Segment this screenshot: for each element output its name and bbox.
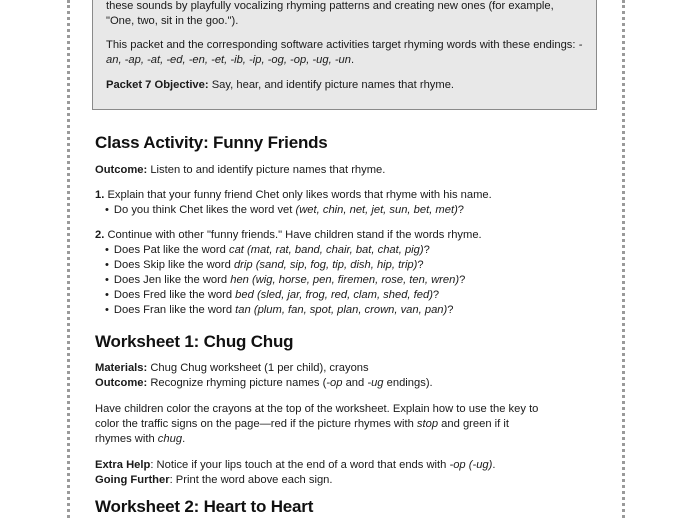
outcome-and: and bbox=[342, 377, 368, 389]
bullet-end: ? bbox=[417, 259, 424, 271]
bullet-word: drip bbox=[233, 259, 253, 271]
worksheet-1-tips bbox=[95, 458, 600, 488]
class-activity-section bbox=[95, 163, 600, 178]
bullet-end: ? bbox=[459, 274, 466, 286]
bullet-list: (sled, jar, frog, red, clam, shed, fed) bbox=[253, 289, 433, 301]
outcome-label: Outcome: bbox=[95, 377, 148, 389]
bullet-end: ? bbox=[447, 304, 454, 316]
bullet-end: ? bbox=[432, 289, 440, 301]
bullet-lead: Do you think Chet likes the word vet bbox=[113, 204, 296, 216]
class-activity-heading: Class Activity: Funny Friends bbox=[95, 133, 328, 152]
bullet-words: (wet, chin, net, jet, sun, bet, met) bbox=[295, 204, 458, 216]
bullet-end: ? bbox=[457, 204, 465, 216]
objective-text: Say, hear, and identify picture names that rhyme. bbox=[208, 79, 455, 91]
step-2-number: 2. bbox=[95, 229, 105, 241]
bullet-lead: Does Jen like the word bbox=[113, 274, 231, 286]
extra-help-end: . bbox=[492, 459, 496, 471]
bullet-lead: Does Fred like the word bbox=[113, 289, 236, 301]
intro-endings: -an, -ap, -at, -ed, -en, -et, -ib, -ip, -og, -op, -ug, -un bbox=[106, 39, 583, 66]
instructions-line-2 bbox=[95, 417, 600, 432]
extra-help-text: : Notice if your lips touch at the end of a word that ends with bbox=[150, 459, 450, 471]
extra-help-endings: -op (-ug) bbox=[449, 459, 493, 471]
going-further-label: Going Further bbox=[95, 474, 170, 486]
intro-paragraph-2 bbox=[106, 38, 584, 68]
intro-paragraph-2-end: . bbox=[351, 54, 355, 66]
intro-paragraph-1: these sounds by playfully vocalizing rhyming patterns and creating new ones (for example, "One, two, sit in the goo."). bbox=[106, 0, 554, 27]
bullet-word: cat bbox=[228, 244, 244, 256]
right-dotted-border bbox=[622, 0, 625, 518]
word-chug: chug bbox=[157, 433, 183, 445]
bullet-word: hen bbox=[230, 274, 249, 286]
class-activity-outcome bbox=[95, 163, 600, 178]
step-1 bbox=[95, 188, 600, 218]
outcome-ending-ug: -ug bbox=[367, 377, 384, 389]
step-1-number: 1. bbox=[95, 189, 105, 201]
worksheet-1-heading: Worksheet 1: Chug Chug bbox=[95, 332, 294, 351]
going-further-text: : Print the word above each sign. bbox=[169, 474, 333, 486]
instructions-line-2-end: and green if it bbox=[438, 418, 509, 430]
bullet-lead: Does Fran like the word bbox=[113, 304, 236, 316]
materials-label: Materials: bbox=[95, 362, 148, 374]
outcome-text: Listen to and identify picture names that rhyme. bbox=[147, 164, 386, 176]
outcome-text-end: endings). bbox=[383, 377, 433, 389]
worksheet-2-heading: Worksheet 2: Heart to Heart bbox=[95, 497, 314, 516]
step-2-text: Continue with other "funny friends." Have children stand if the words rhyme. bbox=[104, 229, 482, 241]
outcome-ending-op: -op bbox=[326, 377, 343, 389]
left-dotted-border bbox=[67, 0, 70, 518]
packet-objective bbox=[106, 78, 584, 93]
list-item bbox=[105, 203, 600, 218]
objective-label: Packet 7 Objective: bbox=[106, 79, 209, 91]
bullet-word: bed bbox=[235, 289, 254, 301]
instructions-line-3-end: . bbox=[182, 433, 186, 445]
list-item bbox=[105, 243, 600, 258]
list-item bbox=[105, 258, 600, 273]
bullet-list: (wig, horse, pen, firemen, rose, ten, wren) bbox=[248, 274, 460, 286]
step-2 bbox=[95, 228, 600, 318]
bullet-list: (plum, fan, spot, plan, crown, van, pan) bbox=[250, 304, 448, 316]
outcome-text: Recognize rhyming picture names ( bbox=[147, 377, 327, 389]
instructions-line-2-text: color the traffic signs on the page—red if the picture rhymes with bbox=[95, 418, 417, 430]
bullet-lead: Does Skip like the word bbox=[113, 259, 234, 271]
instructions-line-3 bbox=[95, 432, 600, 447]
list-item bbox=[105, 273, 600, 288]
intro-box bbox=[92, 0, 597, 110]
outcome-label: Outcome: bbox=[95, 164, 148, 176]
intro-paragraph-2-text: This packet and the corresponding software activities target rhyming words with these endings: bbox=[106, 39, 579, 51]
worksheet-1-meta bbox=[95, 361, 600, 391]
list-item bbox=[105, 303, 600, 318]
step-1-text: Explain that your funny friend Chet only likes words that rhyme with his name. bbox=[104, 189, 492, 201]
instructions-line-1: Have children color the crayons at the top of the worksheet. Explain how to use the key to bbox=[95, 403, 539, 415]
list-item bbox=[105, 288, 600, 303]
extra-help-label: Extra Help bbox=[95, 459, 151, 471]
bullet-list: (mat, rat, band, chair, bat, chat, pig) bbox=[243, 244, 424, 256]
word-stop: stop bbox=[416, 418, 439, 430]
bullet-list: (sand, sip, fog, tip, dish, hip, trip) bbox=[252, 259, 418, 271]
bullet-word: tan bbox=[235, 304, 251, 316]
bullet-end: ? bbox=[423, 244, 430, 256]
materials-text: Chug Chug worksheet (1 per child), crayons bbox=[147, 362, 369, 374]
bullet-lead: Does Pat like the word bbox=[113, 244, 229, 256]
worksheet-1-instructions bbox=[95, 402, 600, 447]
instructions-line-3-text: rhymes with bbox=[95, 433, 158, 445]
